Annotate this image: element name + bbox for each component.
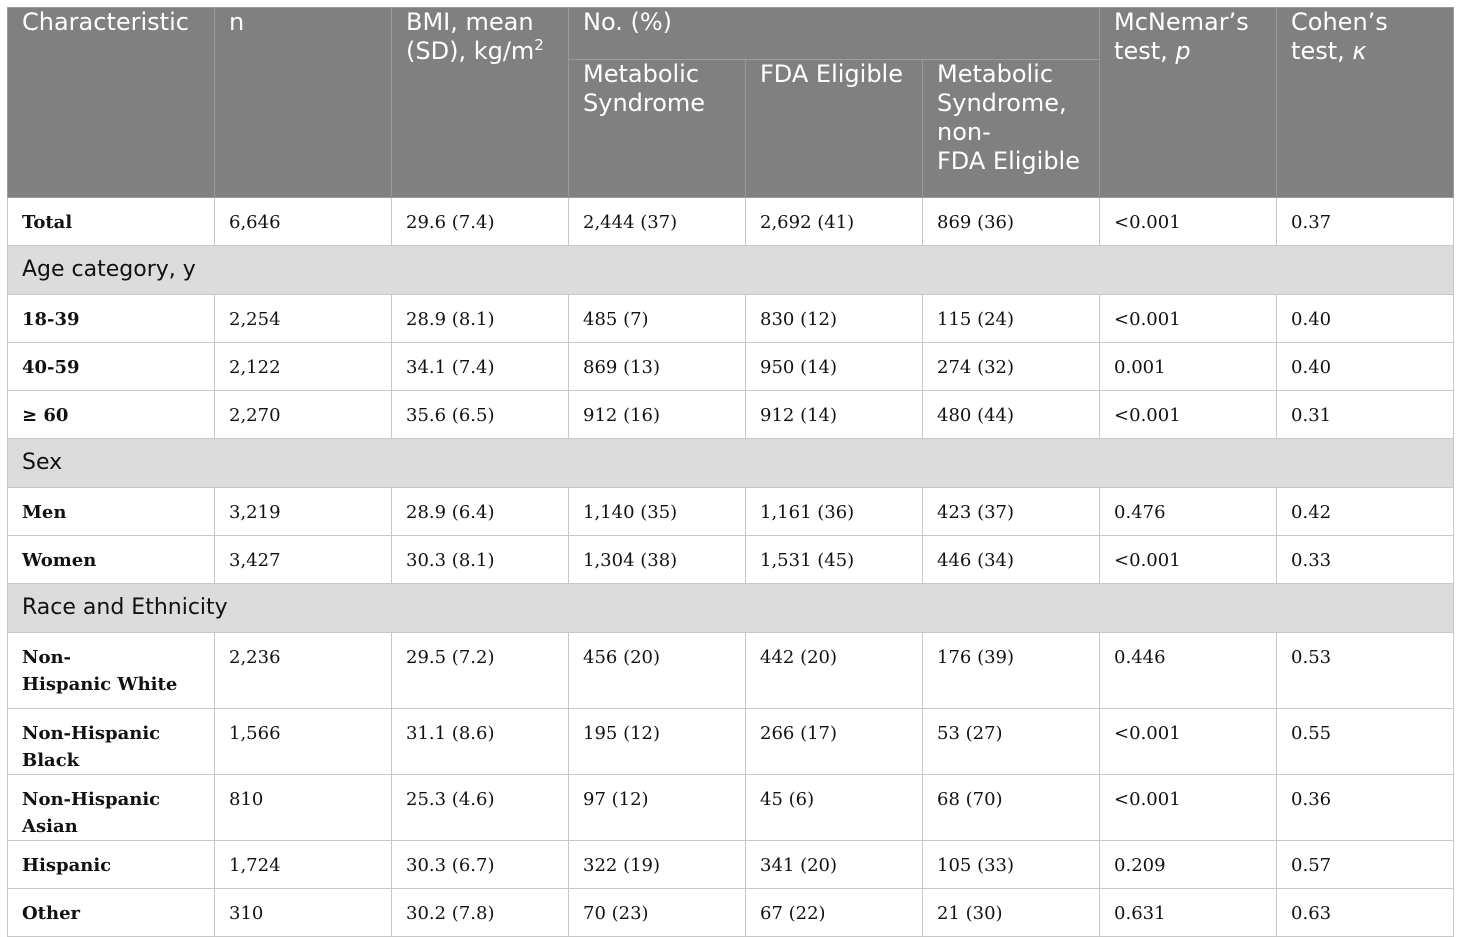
cell-ms-non-fda: 53 (27) — [923, 709, 1100, 775]
cell-fda-eligible: 45 (6) — [746, 775, 923, 841]
section-label: Age category, y — [8, 246, 1454, 295]
cell-n: 2,270 — [215, 391, 392, 439]
cell-metabolic-syndrome: 1,140 (35) — [569, 488, 746, 536]
cell-mcnemar: <0.001 — [1100, 295, 1277, 343]
cell-cohen: 0.57 — [1277, 841, 1454, 889]
data-table — [7, 7, 1454, 937]
cell-bmi: 34.1 (7.4) — [392, 343, 569, 391]
cell-fda-eligible: 912 (14) — [746, 391, 923, 439]
table-row — [8, 841, 1454, 889]
table-row — [8, 889, 1454, 937]
table-row — [8, 633, 1454, 709]
cell-bmi: 30.2 (7.8) — [392, 889, 569, 937]
cell-n: 3,427 — [215, 536, 392, 584]
cell-n: 1,566 — [215, 709, 392, 775]
cell-metabolic-syndrome: 2,444 (37) — [569, 198, 746, 246]
cell-n: 810 — [215, 775, 392, 841]
cell-bmi: 35.6 (6.5) — [392, 391, 569, 439]
table-row — [8, 709, 1454, 775]
cell-cohen: 0.31 — [1277, 391, 1454, 439]
cell-fda-eligible: 830 (12) — [746, 295, 923, 343]
row-label: Non- Hispanic White — [8, 633, 215, 709]
section-row-sex — [8, 439, 1454, 488]
header-n: n — [215, 8, 392, 198]
cell-metabolic-syndrome: 869 (13) — [569, 343, 746, 391]
cell-metabolic-syndrome: 322 (19) — [569, 841, 746, 889]
cell-n: 310 — [215, 889, 392, 937]
cell-mcnemar: <0.001 — [1100, 391, 1277, 439]
cell-fda-eligible: 1,161 (36) — [746, 488, 923, 536]
cell-bmi: 31.1 (8.6) — [392, 709, 569, 775]
cell-bmi: 30.3 (6.7) — [392, 841, 569, 889]
cell-n: 2,254 — [215, 295, 392, 343]
cell-fda-eligible: 442 (20) — [746, 633, 923, 709]
header-metabolic-syndrome: Metabolic Syndrome — [569, 60, 746, 198]
cell-cohen: 0.36 — [1277, 775, 1454, 841]
cell-mcnemar: 0.209 — [1100, 841, 1277, 889]
row-label: Other — [8, 889, 215, 937]
table-row — [8, 391, 1454, 439]
header-cohen: Cohen’s test, κ — [1277, 8, 1454, 198]
header-ms-non-fda: Metabolic Syndrome, non- FDA Eligible — [923, 60, 1100, 198]
cell-metabolic-syndrome: 195 (12) — [569, 709, 746, 775]
row-label: Women — [8, 536, 215, 584]
cell-fda-eligible: 2,692 (41) — [746, 198, 923, 246]
cell-cohen: 0.40 — [1277, 295, 1454, 343]
row-label: Men — [8, 488, 215, 536]
cell-cohen: 0.42 — [1277, 488, 1454, 536]
cell-mcnemar: 0.476 — [1100, 488, 1277, 536]
row-label: 18-39 — [8, 295, 215, 343]
header-bmi: BMI, mean (SD), $kg/m^2$ — [392, 8, 569, 198]
cell-metabolic-syndrome: 485 (7) — [569, 295, 746, 343]
cell-ms-non-fda: 446 (34) — [923, 536, 1100, 584]
cell-fda-eligible: 341 (20) — [746, 841, 923, 889]
row-label: Non-Hispanic Black — [8, 709, 215, 775]
cell-mcnemar: <0.001 — [1100, 775, 1277, 841]
header-fda-eligible: FDA Eligible — [746, 60, 923, 198]
section-label: Sex — [8, 439, 1454, 488]
cell-fda-eligible: 67 (22) — [746, 889, 923, 937]
cell-n: 1,724 — [215, 841, 392, 889]
cell-mcnemar: <0.001 — [1100, 709, 1277, 775]
cell-mcnemar: 0.001 — [1100, 343, 1277, 391]
cell-ms-non-fda: 68 (70) — [923, 775, 1100, 841]
table-row — [8, 775, 1454, 841]
cell-mcnemar: <0.001 — [1100, 198, 1277, 246]
cell-ms-non-fda: 869 (36) — [923, 198, 1100, 246]
cell-cohen: 0.40 — [1277, 343, 1454, 391]
cell-bmi: 28.9 (6.4) — [392, 488, 569, 536]
cell-cohen: 0.63 — [1277, 889, 1454, 937]
table-row — [8, 536, 1454, 584]
table-header — [8, 8, 1454, 198]
cell-ms-non-fda: 115 (24) — [923, 295, 1100, 343]
cell-ms-non-fda: 21 (30) — [923, 889, 1100, 937]
row-label: Non-Hispanic Asian — [8, 775, 215, 841]
cell-cohen: 0.53 — [1277, 633, 1454, 709]
cell-cohen: 0.33 — [1277, 536, 1454, 584]
cell-ms-non-fda: 423 (37) — [923, 488, 1100, 536]
section-row-age — [8, 246, 1454, 295]
header-no-pct: No. (%) — [569, 8, 1100, 60]
cell-bmi: 28.9 (8.1) — [392, 295, 569, 343]
cell-bmi: 29.5 (7.2) — [392, 633, 569, 709]
section-row-race — [8, 584, 1454, 633]
table-row — [8, 343, 1454, 391]
cell-mcnemar: 0.446 — [1100, 633, 1277, 709]
row-label: 40-59 — [8, 343, 215, 391]
row-label: Hispanic — [8, 841, 215, 889]
cell-ms-non-fda: 105 (33) — [923, 841, 1100, 889]
cell-n: 2,122 — [215, 343, 392, 391]
cell-cohen: 0.37 — [1277, 198, 1454, 246]
cell-metabolic-syndrome: 97 (12) — [569, 775, 746, 841]
table-row-total — [8, 198, 1454, 246]
row-label: ≥ 60 — [8, 391, 215, 439]
cell-n: 6,646 — [215, 198, 392, 246]
cell-fda-eligible: 266 (17) — [746, 709, 923, 775]
cell-mcnemar: 0.631 — [1100, 889, 1277, 937]
cell-ms-non-fda: 480 (44) — [923, 391, 1100, 439]
cell-ms-non-fda: 274 (32) — [923, 343, 1100, 391]
cell-mcnemar: <0.001 — [1100, 536, 1277, 584]
header-characteristic: Characteristic — [8, 8, 215, 198]
row-label: Total — [8, 198, 215, 246]
cell-metabolic-syndrome: 912 (16) — [569, 391, 746, 439]
cell-metabolic-syndrome: 1,304 (38) — [569, 536, 746, 584]
cell-fda-eligible: 1,531 (45) — [746, 536, 923, 584]
section-label: Race and Ethnicity — [8, 584, 1454, 633]
header-mcnemar: McNemar’s test, p — [1100, 8, 1277, 198]
cell-fda-eligible: 950 (14) — [746, 343, 923, 391]
cell-n: 3,219 — [215, 488, 392, 536]
cell-n: 2,236 — [215, 633, 392, 709]
cell-metabolic-syndrome: 70 (23) — [569, 889, 746, 937]
cell-ms-non-fda: 176 (39) — [923, 633, 1100, 709]
cell-bmi: 30.3 (8.1) — [392, 536, 569, 584]
cell-metabolic-syndrome: 456 (20) — [569, 633, 746, 709]
cell-bmi: 25.3 (4.6) — [392, 775, 569, 841]
table-row — [8, 295, 1454, 343]
table-row — [8, 488, 1454, 536]
cell-bmi: 29.6 (7.4) — [392, 198, 569, 246]
cell-cohen: 0.55 — [1277, 709, 1454, 775]
table-body — [8, 198, 1454, 937]
